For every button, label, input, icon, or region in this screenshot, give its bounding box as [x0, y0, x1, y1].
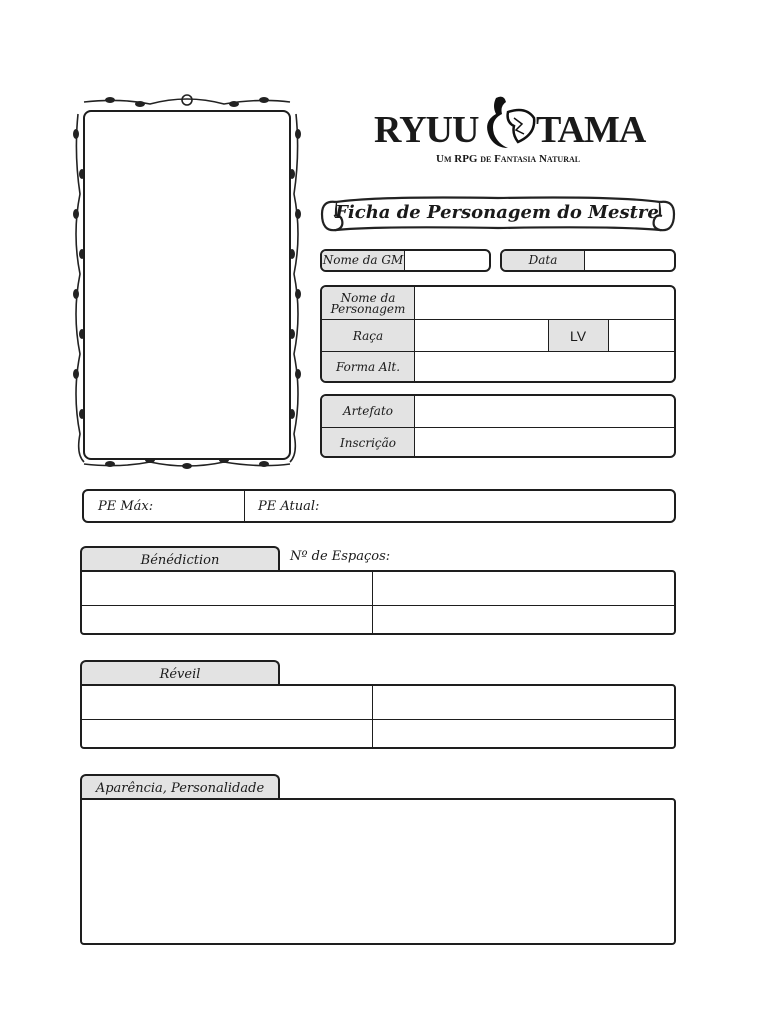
reveil-cell[interactable] — [82, 720, 372, 749]
logo-title-right: TAMA — [536, 109, 646, 151]
benediction-table — [80, 570, 676, 635]
gm-name-label: Nome da GM — [322, 251, 404, 270]
character-block — [320, 285, 676, 383]
logo-title-left: RYUU — [374, 109, 479, 151]
pe-current-input[interactable] — [324, 491, 674, 521]
logo-subtitle: Um RPG de Fantasia Natural — [436, 153, 581, 165]
benediction-cell[interactable] — [82, 606, 372, 635]
title-banner — [318, 192, 676, 240]
artifact-input[interactable] — [415, 396, 675, 427]
portrait-area[interactable] — [83, 110, 291, 460]
date-field[interactable] — [500, 249, 676, 272]
dragon-icon — [478, 94, 538, 156]
inscription-label: Inscrição — [322, 428, 414, 458]
gm-name-field[interactable] — [320, 249, 491, 272]
artifact-block — [320, 394, 676, 458]
reveil-table — [80, 684, 676, 749]
character-name-input[interactable] — [415, 287, 675, 320]
race-input[interactable] — [415, 320, 548, 352]
reveil-cell[interactable] — [373, 720, 673, 749]
benediction-tab: Bénédiction — [80, 546, 280, 572]
banner-title: Ficha de Personagem do Mestre — [335, 202, 659, 223]
artifact-label: Artefato — [322, 396, 414, 427]
character-name-label: Nome da Personagem — [322, 287, 414, 320]
reveil-cell[interactable] — [373, 686, 673, 719]
reveil-tab: Réveil — [80, 660, 280, 686]
pe-max-input[interactable] — [154, 491, 244, 521]
logo — [374, 108, 654, 170]
level-input[interactable] — [609, 320, 675, 352]
benediction-cell[interactable] — [82, 572, 372, 605]
pe-max-label: PE Máx: — [98, 499, 154, 514]
appearance-tab: Aparência, Personalidade — [80, 774, 280, 800]
portrait-frame — [70, 94, 304, 470]
date-label: Data — [502, 251, 584, 270]
inscription-input[interactable] — [415, 428, 675, 458]
race-label: Raça — [322, 320, 414, 352]
level-label: LV — [548, 320, 608, 352]
reveil-cell[interactable] — [82, 686, 372, 719]
alt-form-input[interactable] — [415, 352, 675, 383]
appearance-textarea[interactable] — [80, 798, 676, 945]
spaces-label: Nº de Espaços: — [290, 549, 391, 564]
alt-form-label: Forma Alt. — [322, 352, 414, 383]
pe-current-label: PE Atual: — [258, 499, 320, 514]
benediction-cell[interactable] — [373, 606, 673, 635]
benediction-cell[interactable] — [373, 572, 673, 605]
pe-row — [82, 489, 676, 523]
